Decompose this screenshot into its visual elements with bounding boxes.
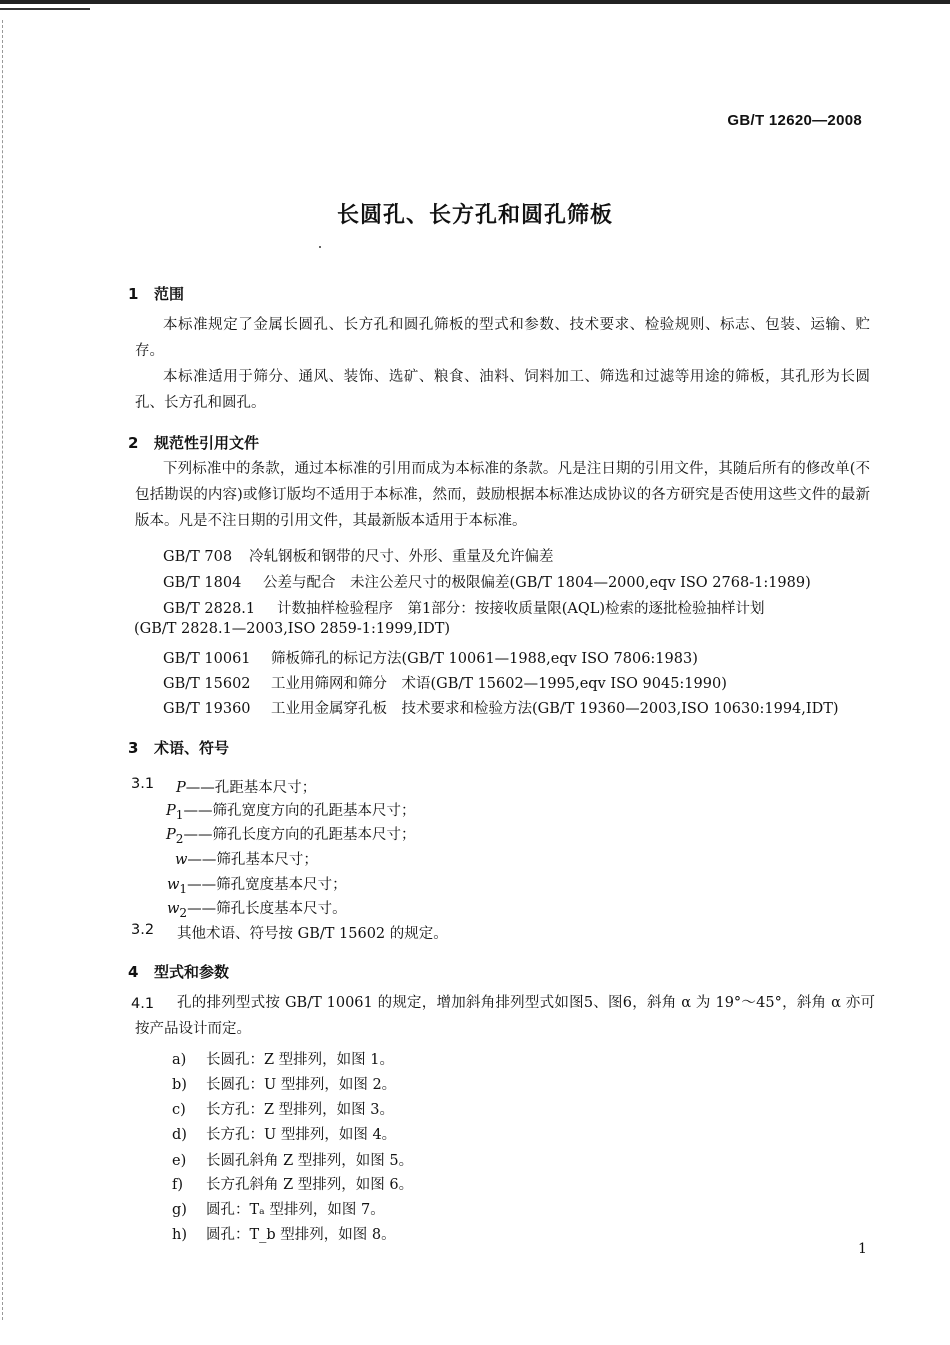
symbol-description: ——孔距基本尺寸； [185, 780, 317, 796]
symbol-subscript: 2 [179, 905, 188, 920]
reference-code: GB/T 2828.1 [163, 601, 256, 617]
section-2-heading [128, 432, 259, 453]
list-text: 长圆孔：U 型排列，如图 2。 [206, 1077, 397, 1093]
clause-number: 3.1 [131, 776, 155, 792]
list-text: 长方孔斜角 Z 型排列，如图 6。 [206, 1177, 414, 1193]
clause-number: 4.1 [131, 996, 155, 1012]
list-text: 长圆孔：Z 型排列，如图 1。 [206, 1052, 395, 1068]
page-number: 1 [858, 1241, 867, 1257]
list-marker: h) [172, 1227, 187, 1243]
symbol: P [166, 803, 176, 819]
reference-text: 工业用金属穿孔板 技术要求和检验方法(GB/T 19360—2003,ISO 10630:1994,IDT) [271, 701, 839, 717]
symbol-definition [167, 873, 347, 896]
section-title: 规范性引用文件 [154, 434, 260, 452]
reference-code: GB/T 10061 [163, 651, 251, 667]
section-3-heading [128, 737, 229, 758]
symbol-description: ——筛孔宽度方向的孔距基本尺寸； [183, 803, 416, 819]
reference-code: GB/T 19360 [163, 701, 251, 717]
reference-text: 工业用筛网和筛分 术语(GB/T 15602—1995,eqv ISO 9045:1990) [271, 676, 727, 692]
reference-text: 冷轧钢板和钢带的尺寸、外形、重量及允许偏差 [249, 549, 554, 565]
list-item [172, 1173, 413, 1194]
list-text: 长圆孔斜角 Z 型排列，如图 5。 [206, 1153, 414, 1169]
reference-code: GB/T 15602 [163, 676, 251, 692]
symbol-definition [166, 799, 415, 822]
section-title: 范围 [154, 285, 185, 303]
symbol: w [167, 877, 180, 893]
list-text: 长方孔：Z 型排列，如图 3。 [206, 1102, 395, 1118]
clause-text: 其他术语、符号按 GB/T 15602 的规定。 [177, 926, 448, 942]
reference-item [163, 697, 839, 718]
list-item [172, 1223, 396, 1244]
list-marker: g) [172, 1202, 187, 1218]
section-number: 1 [128, 285, 139, 303]
list-marker: f) [172, 1177, 184, 1193]
symbol: P [176, 780, 186, 796]
reference-code: GB/T 708 [163, 549, 233, 565]
list-item [172, 1048, 394, 1069]
symbol-definition [175, 848, 318, 871]
symbol: w [175, 852, 188, 868]
section-1-paragraph-1: 本标准规定了金属长圆孔、长方孔和圆孔筛板的型式和参数、技术要求、检验规则、标志、包装、运输、贮存。 [135, 317, 870, 359]
list-item [172, 1098, 394, 1119]
list-text: 长方孔：U 型排列，如图 4。 [206, 1127, 397, 1143]
symbol: P [166, 827, 176, 843]
top-border-mark [0, 8, 90, 10]
symbol-definition [176, 776, 316, 799]
section-4-heading [128, 961, 229, 982]
symbol-subscript: 1 [175, 807, 184, 822]
symbol: w [167, 901, 180, 917]
reference-text: 公差与配合 未注公差尺寸的极限偏差(GB/T 1804—2000,eqv ISO 2768-1:1989) [263, 575, 811, 591]
list-marker: e) [172, 1153, 187, 1169]
clause-4-1-text: 孔的排列型式按 GB/T 10061 的规定，增加斜角排列型式如图5、图6，斜角 α 为 19°～45°，斜角 α 亦可按产品设计而定。 [135, 995, 875, 1037]
list-item [172, 1123, 396, 1144]
symbol-description: ——筛孔基本尺寸； [187, 852, 318, 868]
section-number: 3 [128, 739, 139, 757]
reference-code: GB/T 1804 [163, 575, 242, 591]
section-number: 2 [128, 434, 139, 452]
reference-item [163, 545, 554, 566]
list-item [172, 1149, 413, 1170]
reference-text: 计数抽样检验程序 第1部分：按接收质量限(AQL)检索的逐批检验抽样计划 [277, 601, 765, 617]
list-marker: d) [172, 1127, 187, 1143]
reference-text: 筛板筛孔的标记方法(GB/T 10061—1988,eqv ISO 7806:1983) [271, 651, 698, 667]
standard-code: GB/T 12620—2008 [727, 112, 862, 129]
clause-number: 3.2 [131, 922, 155, 938]
list-marker: a) [172, 1052, 187, 1068]
symbol-description: ——筛孔长度基本尺寸。 [187, 901, 347, 917]
section-2-paragraph: 下列标准中的条款，通过本标准的引用而成为本标准的条款。凡是注日期的引用文件，其随后所有的修改单(不包括勘误的内容)或修订版均不适用于本标准，然而，鼓励根据本标准达成协议的各方研究是否使用这些文件的最新版本。凡是不注日期的引用文件，其最新版本适用于本标准。 [135, 461, 870, 529]
list-marker: c) [172, 1102, 186, 1118]
section-number: 4 [128, 963, 139, 981]
symbol-definition [167, 897, 347, 920]
section-title: 术语、符号 [154, 739, 230, 757]
top-border-line [0, 0, 950, 4]
section-title: 型式和参数 [154, 963, 230, 981]
reference-item [163, 571, 811, 592]
reference-item [163, 597, 765, 618]
list-item [172, 1198, 385, 1219]
scan-dot [319, 246, 321, 248]
symbol-subscript: 2 [175, 831, 184, 846]
section-1-paragraph-2: 本标准适用于筛分、通风、装饰、选矿、粮食、油料、饲料加工、筛选和过滤等用途的筛板，其孔形为长圆孔、长方孔和圆孔。 [135, 369, 870, 411]
reference-item [163, 647, 698, 668]
document-title: 长圆孔、长方孔和圆孔筛板 [336, 203, 613, 228]
symbol-description: ——筛孔宽度基本尺寸； [187, 877, 347, 893]
reference-item [163, 672, 727, 693]
list-marker: b) [172, 1077, 187, 1093]
list-item [172, 1073, 396, 1094]
symbol-definition [166, 823, 415, 846]
section-1-heading [128, 283, 184, 304]
list-text: 圆孔：T_b 型排列，如图 8。 [206, 1227, 396, 1243]
symbol-description: ——筛孔长度方向的孔距基本尺寸； [183, 827, 416, 843]
symbol-subscript: 1 [179, 881, 188, 896]
list-text: 圆孔：Tₐ 型排列，如图 7。 [206, 1202, 385, 1218]
reference-continuation: (GB/T 2828.1—2003,ISO 2859-1:1999,IDT) [134, 621, 451, 637]
